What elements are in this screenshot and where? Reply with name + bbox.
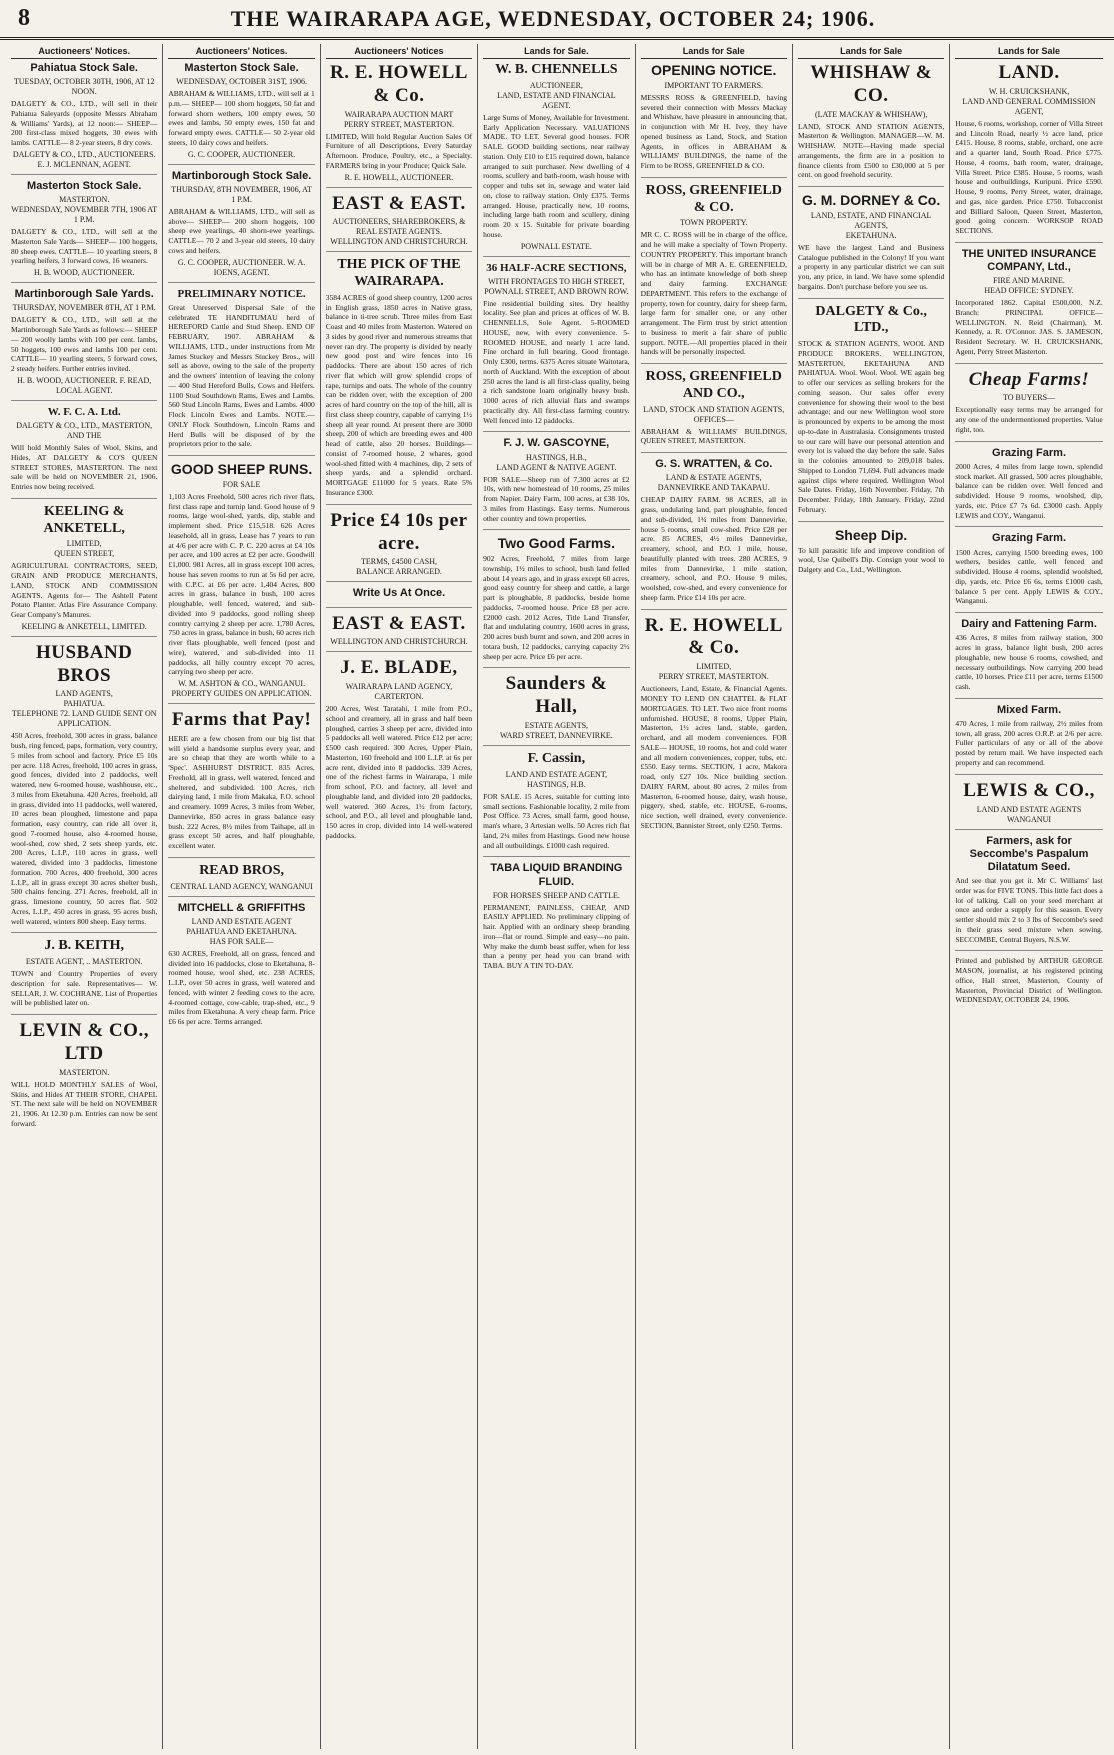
ad-body: House, 6 rooms, workshop, corner of Villa Street and Lincoln Road, nearly ½ acre land, price £415. House, 8 rooms, stable, orchard, one acre and a quarter land, South Road. Price £775. House, 4 rooms, bath room, water, drainage, Villa Street. Price £385. House, 5 rooms, wash house and outbuildings, Kuripuni. Price £590. House, 9 rooms, Perry Street, water, drainage, and gas, nice garden. Price £750. Tobacconist and Billiard Saloon, Queen Street, Masterton, good going concern. WORKSOP ROAD SECTIONS. — [955, 118, 1103, 236]
advertisement — [11, 504, 157, 637]
ad-signature: H. B. WOOD, AUCTIONEER. F. READ, LOCAL AGENT. — [17, 375, 152, 395]
advertisement — [955, 369, 1102, 442]
ad-body: Fine residential building sites. Dry healthy locality. See plan and prices at offices of W. B. CHENNELLS, Sole Agent. 5-ROOMED HOUSE, new, with every convenience. 5-ROOMED HOUSE, and nearly 1 acre land. Fine orchard in full bearing. Good frontage. Only £300, terms. 6375 Acres situate Waitotara, north of Auckland. With the exception of about 250 acres the land is all first-class quality, being a rich sandstone loam originally heavy bush. 1000 acres of rich alluvial flats and swamps practically dry. All first-class farming country. Well fenced into 12 paddocks. — [483, 298, 630, 425]
ad-heading: EAST & EAST. — [332, 192, 466, 214]
ad-subheading: AUCTIONEER, — [529, 80, 583, 90]
ad-heading: J. B. KEITH, — [44, 938, 125, 954]
advertisement — [483, 673, 629, 746]
ad-heading: ROSS, GREENFIELD AND CO., — [645, 369, 782, 401]
advertisement — [798, 304, 944, 522]
ad-body: And see that you get it. Mr C. Williams' last order was for FIVE TONS. This little fact does a lot of talking. Call on your seed merchant at once and order a supply for this season. Every settler should mix 2 to 3 lbs of Seccombe's seed in their grass seed mixture when sowing. SECCOMBE, Central Buyers, N.S.W. — [955, 876, 1103, 944]
ad-subheading: BALANCE ARRANGED. — [356, 567, 442, 577]
ad-subheading: LAND AND ESTATE AGENT — [191, 916, 292, 926]
ad-subheading: LIMITED, — [66, 539, 102, 549]
ad-body: WILL HOLD MONTHLY SALES of Wool, Skins, and Hides AT THEIR STORE, CHAPEL ST. The next sale will be held on NOVEMBER 21, 1906. At 12.30 p.m. Entries can now be sent forward. — [11, 1079, 158, 1128]
column-header: Lands for Sale — [798, 46, 944, 59]
ad-body: ABRAHAM & WILLIAMS' BUILDINGS, QUEEN STREET, MASTERTON. — [640, 426, 787, 446]
ad-heading: Mixed Farm. — [996, 703, 1062, 716]
ad-heading: F. J. W. GASCOYNE, — [503, 437, 610, 450]
ad-heading: TABA LIQUID BRANDING FLUID. — [490, 862, 623, 888]
ad-subheading: PERRY STREET, MASTERTON. — [658, 672, 769, 682]
ad-signature: G. C. COOPER, AUCTIONEER. W. A. IOENS, AGENT. — [177, 257, 306, 277]
column-2 — [163, 44, 320, 1749]
ad-subheading: THURSDAY, NOVEMBER 8TH, AT 1 P.M. — [12, 303, 156, 313]
ad-heading: Martinborough Stock Sale. — [171, 169, 312, 182]
ad-subheading: OFFICES— — [693, 414, 734, 424]
ad-body: 630 ACRES, Freehold, all on grass, fenced and divided into 16 paddocks, close to Eketahuna, 8-roomed house, wool shed, etc. 238 ACRES, L.I.P., over 50 acres in grass, well watered and fenced, with winter 2 feeding cows to the acre, 4-roomed cottage, cow-cable, trap-shed, etc., 9 miles from Eketahuna. A very cheap farm. Price £6 6s per acre. Terms arranged. — [168, 948, 315, 1027]
ad-body: TOWN and Country Properties of every description for sale. Representatives— W. SELLAR, J. W. COCHRANE. List of Properties will be published later on. — [11, 969, 158, 1008]
advertisement — [955, 618, 1102, 699]
ad-signature: H. B. WOOD, AUCTIONEER. — [33, 268, 135, 278]
advertisement — [11, 288, 157, 401]
advertisement — [168, 170, 314, 283]
ad-body: ABRAHAM & WILLIAMS, LTD., will sell at 1 p.m.— SHEEP— 100 shorn hoggets, 50 fat and forward shorn wethers, 100 empty ewes, 50 ewes and lambs, 50 empty ewes, 150 fat and forward empty ewes. CATTLE— 50 2-year old steers, 10 dairy cows and heifers. — [168, 89, 315, 147]
column-header: Auctioneers' Notices. — [11, 46, 157, 59]
ad-subheading: LAND AND ESTATE AGENT, — [505, 769, 608, 779]
advertisement — [11, 406, 157, 499]
ad-subheading: TO BUYERS— — [1002, 393, 1056, 403]
ad-subheading: WANGANUI — [1007, 814, 1052, 824]
ad-subheading: HEAD OFFICE: SYDNEY. — [984, 286, 1074, 296]
ad-heading: W. F. C. A. Ltd. — [47, 405, 121, 418]
advertisement — [798, 527, 944, 581]
ad-body: Incorporated 1862. Capital £500,000. N.Z. Branch: PRINCIPAL OFFICE—WELLINGTON. N. Reid (Chairman), M. Kennedy, a. R. O'Connor. JAS. S. JAMESON, Resident Secretary. W. H. CRUICKSHANK, Agent, Perry Street Masterton. — [955, 298, 1103, 356]
advertisement — [168, 62, 314, 165]
advertisement — [798, 62, 944, 187]
ad-heading: Two Good Farms. — [497, 535, 615, 552]
ad-subheading: WEDNESDAY, OCTOBER 31ST, 1906. — [176, 77, 307, 87]
ad-heading: Dairy and Fattening Farm. — [961, 618, 1097, 631]
ad-body: STOCK & STATION AGENTS, WOOL AND PRODUCE BROKERS. WELLINGTON, MASTERTON, EKETAHUNA AND PAHIATUA. Wool. Wool. Wool. WE again beg to offer our services as selling brokers for the coming season. Our sales offer every convenience for showing their wool to the best advantage; and our new Wellington wool store is pronounced by experts to be among the most up-to-date in Australasia. Consignments trusted to our care will have our personal attention and every lot is valued the day before the sale. Sales in the colonies amounted to 209,018 bales. Shipped to London 71,694. Full advances made against clips where required. Wellington Wool Sale Dates. Friday, 16th November. Friday, 7th December. Friday, 18th January. Friday, 22nd February. — [797, 339, 945, 514]
ad-subheading: ESTATE AGENT, .. MASTERTON. — [25, 957, 143, 967]
advertisement — [326, 193, 472, 253]
advertisement — [798, 192, 944, 299]
ad-heading: Cheap Farms! — [968, 368, 1090, 390]
ad-signature: KEELING & ANKETELL, LIMITED. — [21, 621, 147, 631]
ad-subheading: (LATE MACKAY & WHISHAW), — [814, 109, 928, 119]
ad-body: Auctioneers, Land, Estate, & Financial Agents. MONEY TO LEND ON CHATTEL & FLAT MORTGAGES. TO LET. Two nice front rooms unfurnished. HOUSE, 8 rooms, Upper Plain, Masterton, 1½ acres land, stable, garden, orchard, and all modern conveniences. FOR SALE— HOUSE, 10 rooms, hot and cold water and all modern conveniences, copper, tubs, etc. £550. Easy terms. SECTION, 1 acre, Makora road, only £27 10s. Nice building section. DAIRY FARM, about 80 acres, 2 miles from Masterton, 6-roomed house, dairy, wash house, piggery, shed, stable, etc. HOUSE, 6-rooms, nice section, well drained, every convenience. SECTION, Bannister Street, only £250. Terms. — [640, 684, 787, 830]
ad-subheading: HAS FOR SALE— — [209, 936, 274, 946]
advertisement — [641, 183, 787, 364]
ad-subheading: LAND AND ESTATE AGENTS — [976, 804, 1082, 814]
advertisement — [955, 248, 1102, 364]
advertisement — [483, 751, 629, 857]
advertisement — [168, 902, 314, 1033]
ad-subheading: LAND AGENT & NATIVE AGENT. — [496, 462, 617, 472]
advertisement — [11, 180, 157, 283]
advertisement — [168, 709, 314, 858]
ad-body: WE have the largest Land and Business Catalogue published in the Colony! If you want a property in any particular district we can suit you, any price, in land. We have some splendid bargains. Don't purchase before you see us. — [797, 242, 945, 291]
ad-subheading: LAND, ESTATE, AND FINANCIAL AGENTS, — [810, 210, 932, 230]
ad-heading: EAST & EAST. — [332, 612, 466, 634]
ad-signature: R. E. HOWELL, AUCTIONEER. — [344, 172, 454, 182]
advertisement — [168, 461, 314, 704]
ad-subheading: TOWN PROPERTY. — [680, 218, 748, 228]
ad-subheading: PAHIATUA. — [63, 699, 105, 709]
advertisement — [326, 613, 472, 653]
ad-subheading: WEDNESDAY, NOVEMBER 7TH, 1906 AT 1 P.M. — [11, 205, 158, 225]
advertisement — [326, 510, 472, 583]
ad-body: DALGETY & CO., LTD., will sell in their Pahiatua Saleyards (opposite Messrs Abraham & Williams' Yards), at 12 noon:— SHEEP— 200 first-class mixed hoggets, 30 ewes with lambs. CATTLE— 8 2-year steers, 8 dry cows. — [11, 99, 158, 148]
ad-subheading: TUESDAY, OCTOBER 30TH, 1906, AT 12 NOON. — [13, 77, 155, 97]
ad-body: 1,103 Acres Freehold, 500 acres rich river flats, first class rape and turnip land. Good house of 9 rooms, large wool-shed, yards, dip, stable and implement shed. Price £15,518. 626 Acres leasehold, all in grass, Lease has 7 years to run at 4/6 per acre with C. P. C. 220 acres at £4 10s per acre, and 100 acres at £2 per acre. Goodwill £1,000. 981 Acres, all in grass except 100 acres, house has seven rooms to run at 5s 6d per acre, with C.P.C. at £6 per acre. 1,404 Acres, 800 acres in grass, balance in bush, 100 acres ploughable, well fenced, watered, and sub-divided into 9 paddocks, good rolling sheep country carrying 2 sheep per acre. 1,780 Acres, 750 acres in grass, balance in bush, 60 acres rich river flats ploughable, well fenced (post and wire), watered, and sub-divided into 11 paddocks, all hilly country except 70 acres, carrying two sheep per acre. — [168, 491, 315, 677]
ad-body: Great Unreserved Dispersal Sale of the celebrated TE HANDITUMAU herd of HEREFORD Cattle and Stud Sheep. END OF FEBRUARY, 1907. ABRAHAM & WILLIAMS, LTD., under instructions from Mr James Stuckey and Messrs Stuckey Bros., will sell as above, owing to the sale of the property and the owners' intention of leaving the colony— 400 Stud Hereford Bulls, Cows and Heifers. 1100 Stud Southdown Rams, Ewes and Lambs. 560 Stud Lincoln Rams, Ewes and Lambs. 4000 Flock Lincoln Ewes and Lambs. NOTE.—ONLY Flock Southdown, Lincoln Rams and Herd Bulls will be disposed of by the proprietors prior to the sale. — [168, 302, 315, 449]
ad-heading: WHISHAW & CO. — [810, 62, 933, 106]
advertisement — [168, 288, 314, 456]
page-number: 8 — [18, 5, 30, 31]
advertisement — [955, 62, 1102, 243]
ad-signature: G. C. COOPER, AUCTIONEER. — [187, 149, 296, 159]
column-header: Lands for Sale. — [483, 46, 629, 59]
ad-subheading: HASTINGS, H.B. — [527, 779, 586, 789]
column-header: Lands for Sale — [641, 46, 787, 59]
ad-heading: READ BROS, — [199, 862, 284, 878]
ad-subheading: DALGETY & CO., LTD., MASTERTON, AND THE — [16, 421, 153, 440]
ad-subheading: THURSDAY, 8TH NOVEMBER, 1906, AT 1 P.M. — [171, 184, 312, 204]
ad-subheading: QUEEN STREET, — [54, 549, 115, 559]
column-header: Lands for Sale — [955, 46, 1102, 59]
ad-heading: LEVIN & CO., LTD — [19, 1020, 149, 1065]
ad-subheading: LAND AND GENERAL COMMISSION AGENT, — [962, 96, 1096, 116]
advertisement — [326, 62, 472, 188]
ad-body: 470 Acres, 1 mile from railway, 2½ miles from town, all grass, 200 acres O.R.P. at 2/6 per acre. Fuller particulars of any or all of the above posted by return mail. We have inspected each property and can recommend. — [955, 718, 1103, 767]
ad-body: 1500 Acres, carrying 1500 breeding ewes, 100 wethers, besides cattle, well fenced and subdivided. House 4 rooms, splendid woolshed, dip, yards, etc. Price £6 6s, terms £1000 cash, balance 5 per cent. Apply LEWIS & COY., Wanganui. — [955, 547, 1103, 606]
ad-signature: POWNALL ESTATE. — [520, 241, 592, 251]
ad-subheading: WELLINGTON AND CHRISTCHURCH. — [330, 237, 468, 247]
ad-heading: G. S. WRATTEN, & Co. — [655, 458, 773, 471]
column-header: Auctioneers' Notices. — [168, 46, 314, 59]
column-header: Auctioneers' Notices — [326, 46, 472, 59]
ad-heading: MITCHELL & GRIFFITHS — [177, 901, 306, 914]
advertisement — [483, 262, 629, 433]
ad-heading: PRELIMINARY NOTICE. — [177, 287, 306, 300]
ad-body: 3584 ACRES of good sheep country, 1200 acres in English grass, 1850 acres in Native grass, balance in ti-tree scrub. Three miles from East Coast and 40 miles from Masterton. Watered on 3 sides by good river and numerous streams that never ran dry. The property is divided by nearly new good post and wire fences into 16 paddocks. There are about 150 acres of rich river flat which will grow splendid crops of rape, turnips and oats. The whole of the country can be ridden over, with the exception of 200 acres of hard country on the top of the hill, all is first class sheep country, capable of carrying 1½ sheep all year round. At present there are 3000 sheep, 200 of which are breeding ewes and 400 head of cattle, also 20 horses. Buildings—consist of 7-roomed house, 2 whares, good wool-shed fitted with 4 machines, dip, 2 sets of sheep yards, and a splendid orchard. MORTGAGE £11000 for 5 years. Rate 5% Insurance £300. — [325, 292, 473, 497]
advertisement — [641, 615, 787, 837]
column-1 — [6, 44, 163, 1749]
advertisement — [483, 62, 629, 257]
ad-heading: ROSS, GREENFIELD & CO. — [645, 182, 782, 215]
advertisement — [483, 535, 629, 668]
advertisement — [326, 257, 472, 504]
ad-heading: Martinborough Sale Yards. — [14, 288, 154, 301]
ad-body: ABRAHAM & WILLIAMS, LTD., will sell as above— SHEEP— 200 shorn hoggets, 100 sheep ewe yearlings, 40 shorn-ewe yearlings. CATTLE— 70 2 and 3-year old steers, 10 dairy cows and heifers. — [168, 206, 315, 255]
ad-body: PERMANENT, PAINLESS, CHEAP, AND EASILY APPLIED. No preliminary clipping of hair. Applied with an ordinary sheep branding iron—flat or round. Simple and easy—no pain. Why make the dumb beast suffer, when for less than a penny per head you can brand with TABA. BUY A TIN TO-DAY. — [483, 902, 630, 971]
advertisement — [955, 447, 1102, 528]
ad-subheading: LIMITED, — [696, 662, 732, 672]
advertisement — [641, 458, 787, 609]
ad-heading: R. E. HOWELL & Co. — [644, 614, 783, 659]
advertisement — [168, 863, 314, 897]
ad-heading: Grazing Farm. — [992, 532, 1067, 545]
ad-body: Printed and published by ARTHUR GEORGE MASON, journalist, at his registered printing office, Hall street, Masterton, County of Masterton, Provincial District of Wellington. WEDNESDAY, OCTOBER 24, 1906. — [955, 956, 1103, 1005]
ad-body: MESSRS ROSS & GREENFIELD, having severed their connection with Messrs Mackay and Whishaw, have pleasure in announcing that, in conjunction with Mr H. Ivey, they have opened business as Land, Stock, and Station Agents, in offices in ABRAHAM & WILLIAMS' BUILDINGS, the name of the Firm to be ROSS, GREENFIELD & CO. — [640, 92, 787, 171]
advertisement — [955, 780, 1102, 830]
ad-subheading: LAND, ESTATE AND FINANCIAL AGENT. — [497, 90, 616, 110]
ad-body: Will hold Monthly Sales of Wool, Skins, and Hides, AT DALGETY & CO'S QUEEN STREET STORES, MASTERTON. The next sale will be held on NOVEMBER 21, 1906. Entries now being received. — [11, 443, 158, 491]
advertisement — [955, 956, 1102, 1011]
advertisement — [11, 1020, 157, 1134]
ad-subheading: ESTATE AGENTS, — [524, 721, 589, 731]
ad-subheading: EKETAHUNA. — [845, 230, 897, 240]
ad-body: HERE are a few chosen from our big list that will yield a handsome surplus every year, and are so cheap that they are worth while to a 'Spec'. ASHHURST DISTRICT. 835 Acres, Freehold, all in grass, well watered, fenced and sheltered, and subdivided. 100 Acres, rich dairying land, 1 mile from Makaka, F.O. school and creamery. 1099 Acres, 3 miles from Weber, Dannevirke, 850 acres in grass balance easy bush. 222 Acres, 8½ miles from Taihape, all in grass except 50 acres, and half ploughable, excellent water. — [168, 733, 315, 851]
ad-subheading: DANNEVIRKE AND TAKAPAU. — [657, 483, 770, 493]
advertisement — [955, 835, 1102, 952]
ad-heading: Price £4 10s per acre. — [330, 509, 468, 554]
ad-heading: 36 HALF-ACRE SECTIONS, — [486, 261, 627, 274]
ad-body: LIMITED, Will hold Regular Auction Sales Of Furniture of all Descriptions, Every Saturday Afternoon. Produce, Poultry, etc., a Specialty. FARMERS bring in your Produce; Quick Sale. — [325, 131, 473, 170]
ad-body: FOR SALE. 15 Acres, suitable for cutting into small sections. Fashionable locality, 2 mile from Post Office. 73 Acres, small farm, good house, man's whare, 3 Artesian wells. 50 Acres rich flat land, 2¼ miles from Hastings. Good new house and all outbuildings. £1000 cash required. — [483, 791, 630, 850]
ad-heading: Sheep Dip. — [834, 526, 908, 543]
advertisement — [955, 532, 1102, 613]
ad-subheading: MASTERTON. — [59, 195, 110, 205]
ad-heading: Pahiatua Stock Sale. — [30, 62, 138, 74]
ad-heading: HUSBAND BROS — [35, 641, 133, 686]
column-6 — [793, 44, 950, 1749]
ad-heading: Grazing Farm. — [992, 446, 1067, 459]
advertisement-columns — [6, 44, 1108, 1749]
ad-subheading: AUCTIONEERS, SHAREBROKERS, & REAL ESTATE AGENTS. — [332, 217, 466, 237]
ad-body: Large Sums of Money, Available for Investment. Early Application Necessary. VALUATIONS MADE. TO LET. Several good houses. FOR SALE. GOOD building sections, near railway station. Only £10 to £15 required down, balance arranged to suit purchaser. New dwelling of 4 rooms, scullery and bath-room, wash house with copper and tubs set in, sewage and water laid on, close to railway station. Only £375. Terms arranged. House, practically new, 10 rooms, including large bath room and scullery, dining room 20 x 15. Suitable for private boarding house. — [483, 112, 630, 239]
ad-subheading: LAND AGENTS, — [55, 689, 113, 699]
ad-signature: W. M. ASHTON & CO., WANGANUI. PROPERTY GUIDES ON APPLICATION. — [171, 679, 312, 699]
advertisement — [11, 62, 157, 175]
ad-body: 436 Acres, 8 miles from railway station, 300 acres in grass, balance light bush, 200 acres ploughable, new house 6 rooms, cowshed, and necessary outbuildings. Now carrying 200 head cattle, 10 horses. Price £11 per acre, terms £1500 cash. — [955, 633, 1103, 692]
ad-body: DALGETY & CO., LTD., will sell at the Martinborough Sale Yards as follows:— SHEEP— 200 woolly lambs with 100 per cent. lambs, 50 hoggets, 100 ewes and lambs 100 per cent. CATTLE— 10 yearling steers, 5 forward cows, 2 steady heifers. Further entries invited. — [11, 315, 158, 374]
ad-subheading: CARTERTON. — [374, 692, 424, 702]
ad-heading: J. E. BLADE, — [340, 657, 458, 679]
ad-subheading: WARD STREET, DANNEVIRKE. — [500, 731, 613, 741]
ad-heading: OPENING NOTICE. — [651, 62, 777, 78]
advertisement — [11, 938, 157, 1015]
ad-signature: DALGETY & CO., LTD., AUCTIONEERS. E. J. MCLENNAN, AGENT. — [12, 149, 156, 169]
ad-subheading: CENTRAL LAND AGENCY, WANGANUI — [170, 881, 313, 891]
ad-body: 2000 Acres, 4 miles from large town, splendid stock market. All grassed, 500 acres ploughable, balance can be ridden over. Well fenced and subdivided. House 9 rooms, woolshed, dip, yards, etc. Price £7 7s 6d. £3000 cash. Apply LEWIS and COY., Wanganui. — [955, 461, 1103, 520]
advertisement — [955, 704, 1102, 775]
ad-subheading: TELEPHONE 72. LAND GUIDE SENT ON APPLICATION. — [11, 709, 157, 729]
ad-subheading: FOR SALE — [222, 479, 261, 489]
ad-heading: Saunders & Hall, — [505, 673, 608, 718]
ad-subheading: WELLINGTON AND CHRISTCHURCH. — [330, 637, 468, 647]
ad-subheading: PAHIATUA AND EKETAHUNA. — [186, 926, 297, 936]
ad-heading: G. M. DORNEY & Co. — [802, 192, 941, 209]
ad-heading: LEWIS & CO., — [963, 779, 1095, 801]
ad-heading: LAND. — [998, 62, 1060, 83]
advertisement — [483, 862, 629, 977]
ad-heading: Masterton Stock Sale. — [27, 179, 142, 192]
ad-subheading: WAIRARAPA AUCTION MART — [344, 109, 454, 119]
ad-subheading: FOR HORSES SHEEP AND CATTLE. — [492, 890, 620, 900]
masthead — [0, 0, 1114, 40]
ad-heading: W. B. CHENNELLS — [495, 62, 618, 77]
ad-body: 200 Acres, West Taratahi, 1 mile from P.O., school and creamery, all in grass and half been ploughed, carries 3 sheep per acre, divided into 5 paddocks all well watered. Price £12 per acre; £500 cash required. 300 Acres, Upper Plain, Masterton, 160 freehold and 100 L.I.P. at 6s per acre rent, divided into 8 paddocks. 339 Acres, one of the richest farms in Wairarapa, 1 mile from school, P.O. and factory, all level and ploughable land, and divided into 20 paddocks, well watered. 360 Acres, 1½ from factory, school, and P.O., all level and ploughable land, 150 acres in crop, divided into 14 well-watered paddocks. — [325, 704, 473, 840]
ad-body: MR C. C. ROSS will be in charge of the office, and he will make a specialty of Town Property. COUNTRY PROPERTY. This important branch will be in charge of MR A. E. GREENFIELD, who has an intimate knowledge of both sheep and dairy farming. EXCHANGE DEPARTMENT. This refers to the exchange of property, town for country, dairy for sheep farm, large farm for smaller one, or any other arrangement. The Firm trust by strict attention to business to merit a fair share of public support. NOTE.—All properties placed in their hands will be personally inspected. — [640, 230, 787, 357]
ad-heading: THE PICK OF THE WAIRARAPA. — [337, 257, 461, 290]
advertisement — [11, 642, 157, 934]
ad-body: DALGETY & CO., LTD., will sell at the Masterton Sale Yards— SHEEP— 100 hoggets, 80 sheep ewes. CATTLE— 10 yearling steers, 8 yearling heifers, 3 forward cows, 16 weaners. — [11, 227, 158, 266]
ad-body: To kill parasitic life and improve condition of wool, Use Quibell's Dip. Consign your wool to Dalgety and Co., Ltd., Wellington. — [797, 545, 945, 575]
column-7 — [950, 44, 1107, 1749]
ad-heading: R. E. HOWELL & Co. — [329, 62, 468, 106]
column-3 — [321, 44, 478, 1749]
advertisement — [326, 587, 472, 607]
ad-body: CHEAP DAIRY FARM. 98 ACRES, all in grass, undulating land, part ploughable, fenced and sub-divided, 1¾ miles from Dannevirke, house 5 rooms, small cow-shed. Price £28 per acre. 85 ACRES, 4½ miles Dannevirke, creamery, school, and P.O. 1 mile, house, beautifully planted with trees. 280 ACRES, 9 miles from Dannevirke, 1 mile station, creamery, school, and P.O. House 9 miles, woolshed, cow-shed, and every convenience for sheep farm. Price £14 10s per acre. — [640, 495, 787, 602]
ad-heading: Farms that Pay! — [171, 709, 312, 731]
ad-body: LAND, STOCK AND STATION AGENTS, Masterton & Wellington. MANAGER—W. M. WHISHAW. NOTE—Having made special arrangements, the firm are in a position to finance clients from £500 to £30,000 at 5 per cent. on good freehold security. — [797, 121, 945, 180]
ad-subheading: TERMS, £4500 CASH, — [360, 557, 437, 567]
advertisement — [641, 62, 787, 178]
ad-subheading: W. H. CRUICKSHANK, — [988, 86, 1070, 96]
ad-heading: F. Cassin, — [527, 751, 586, 767]
ad-subheading: LAND & ESTATE AGENTS, — [665, 473, 762, 483]
ad-body: 450 Acres, freehold, 300 acres in grass, balance bush, ring fenced, paps, formation, very country, 5 miles from school and factory. Price £5 10s per acre. 118 Acres, freehold, 100 acres in grass, good fences, divided into 2 paddocks, well watered, new 6-roomed house, washhouse, etc., 3 miles from Eketahuna. 420 Acres, freehold, all in grass, divided into 11 paddocks, well watered, 10 acres bean ploughed, limestone and papa formation, easy country, can ride all over it, good 7-roomed house, also 4-roomed house, wool-shed, cow shed, 2 sets sheep yards, etc. 200 Acres, L.I.P., 110 acres in grass, well watered, divided into 3 paddocks, limestone formation. 700 Acres, 400 freehold, 300 acres L.I.P., all in grass except 30 acres shelter bush, 500 chains fencing. 271 Acres, freehold, all in grass, limestone country, 50 acres flat. 502 Acres, L.I.P., 450 acres in grass, 95 acres bush, well watered, winters 800 sheep. Easy terms. — [11, 731, 158, 926]
ad-heading: THE UNITED INSURANCE COMPANY, Ltd., — [961, 247, 1097, 273]
ad-subheading: IMPORTANT TO FARMERS. — [664, 80, 764, 90]
ad-heading: KEELING & ANKETELL, — [43, 503, 125, 536]
ad-heading: DALGETY & Co., LTD., — [815, 303, 927, 336]
advertisement — [641, 369, 787, 453]
ad-subheading: WAIRARAPA LAND AGENCY, — [345, 682, 453, 692]
advertisement — [326, 657, 472, 846]
ad-subheading: HASTINGS, H.B., — [526, 452, 587, 462]
ad-subheading: PERRY STREET, MASTERTON. — [343, 119, 454, 129]
ad-subheading: WITH FRONTAGES TO HIGH STREET, POWNALL STREET, AND BROWN ROW. — [484, 276, 629, 296]
ad-subheading: FIRE AND MARINE. — [993, 276, 1065, 286]
ad-heading: Masterton Stock Sale. — [184, 62, 299, 74]
ad-heading: Write Us At Once. — [352, 587, 446, 600]
ad-body: Exceptionally easy terms may be arranged for any one of the undermentioned properties. Value right, too. — [955, 405, 1103, 434]
ad-body: AGRICULTURAL CONTRACTORS, SEED, GRAIN AND PRODUCE MERCHANTS, LAND, STOCK AND COMMISSION AGENTS. Agents for— The Ashtell Patent Potato Planter. Atlas Fire Assurance Company. Gear Company's Manures. — [11, 561, 158, 620]
ad-heading: GOOD SHEEP RUNS. — [170, 461, 313, 478]
ad-heading: Farmers, ask for Seccombe's Paspalum Dilatatum Seed. — [969, 834, 1089, 873]
column-4 — [478, 44, 635, 1749]
column-5 — [636, 44, 793, 1749]
ad-body: FOR SALE—Sheep run of 7,300 acres at £2 10s, with new homestead of 10 rooms, 25 miles from Napier. Dairy Farm, 100 acres, at £38 10s, 3 miles from Hastings. Easy terms. Numerous other country and town properties. — [483, 474, 630, 523]
ad-subheading: MASTERTON. — [59, 1067, 110, 1077]
newspaper-title: THE WAIRARAPA AGE, WEDNESDAY, OCTOBER 24; 1906. — [230, 5, 876, 31]
ad-subheading: LAND, STOCK AND STATION AGENTS, — [643, 404, 785, 414]
ad-body: 902 Acres, Freehold, 7 miles from large township, 1½ miles to school, bush land felled about 14 years ago, and in grass except 60 acres, good easy country for sheep and cattle, a large part is ploughable, 8 paddocks, beside home paddocks, 7-roomed house. Price £8 per acre. £2000 cash. 2012 Acres, Title Land Transfer, flat and undulating country, 1600 acres in grass, 200 acres bush burnt and sown, and 200 acres in totara bush, 12 paddocks, carrying capacity 2½ sheep per acre. Price £6 per acre. — [483, 554, 630, 661]
advertisement — [483, 437, 629, 530]
